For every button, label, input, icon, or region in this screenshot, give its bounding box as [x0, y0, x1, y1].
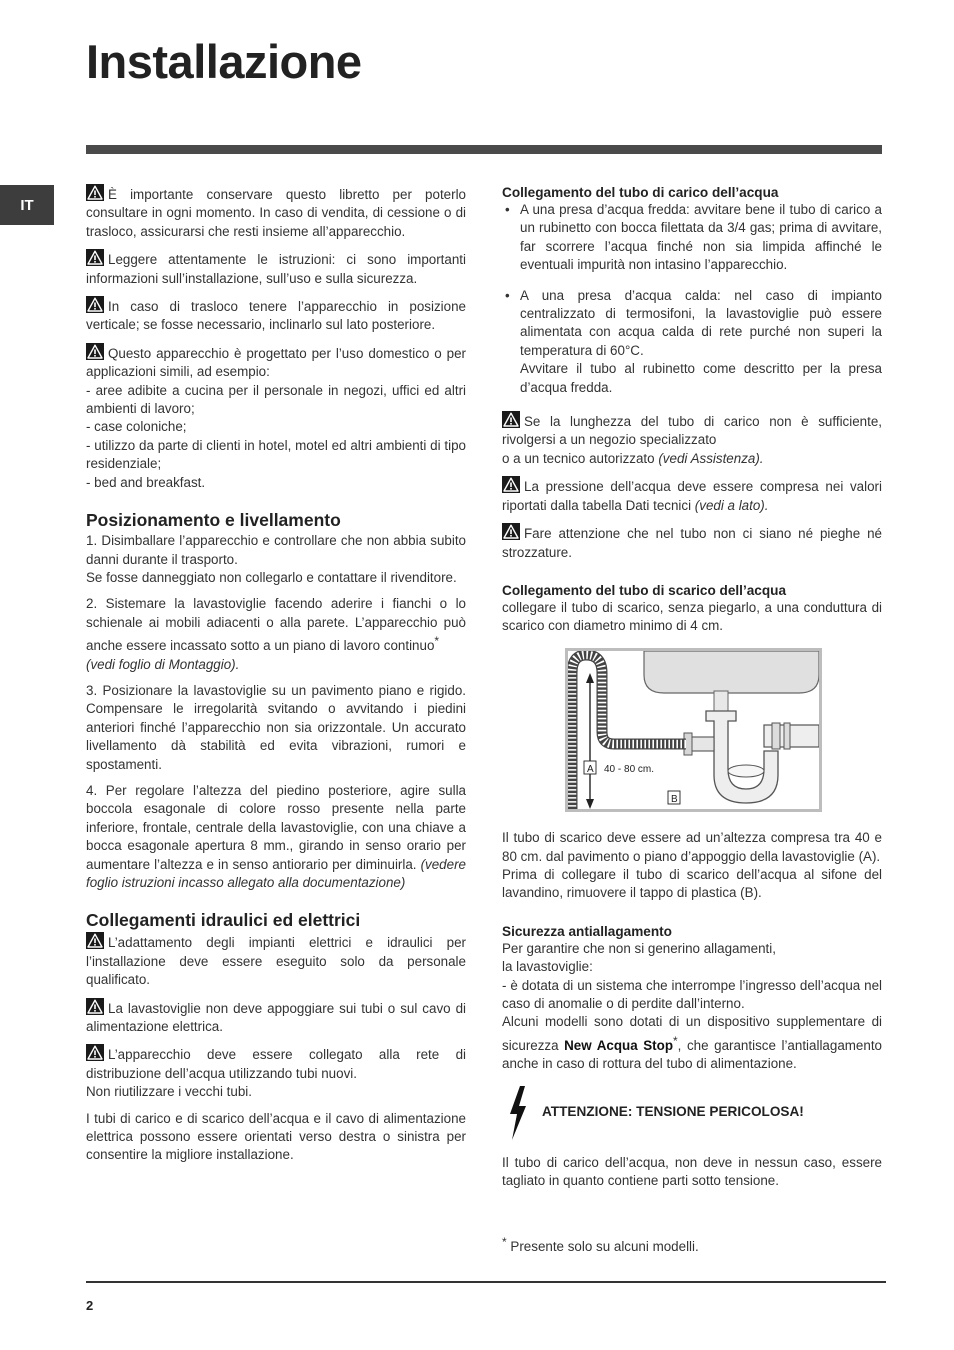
warning-icon — [502, 411, 520, 428]
footer-rule — [86, 1281, 886, 1283]
warning-paragraph: Leggere attentamente le istruzioni: ci sono importanti informazioni sull’installazione, sull’uso e sulla sicurezza. — [86, 249, 466, 288]
warning-icon — [86, 296, 104, 313]
list-item: - aree adibite a cucina per il personale in negozi, uffici ed altri ambienti di lavoro; — [86, 382, 466, 417]
warning-paragraph: In caso di trasloco tenere l’apparecchio in posizione verticale; se fosse necessario, inclinarlo sul lato posteriore. — [86, 296, 466, 335]
lightning-bolt-icon — [506, 1086, 530, 1140]
warning-icon — [502, 523, 520, 540]
warning-paragraph: La pressione dell’acqua deve essere compresa nei valori riportati dalla tabella Dati tecnici (vedi a lato). — [502, 476, 882, 515]
bullet-item: • A una presa d’acqua calda: nel caso di impianto centralizzato di termosifoni, la lavastoviglie può essere alimentata con acqua calda di rete purché non superi la temperatura di 60°C. — [505, 287, 882, 358]
subsection-heading: Collegamento del tubo di scarico dell’acqua — [502, 582, 787, 598]
paragraph: 1. Disimballare l’apparecchio e controllare che non abbia subito danni durante il trasporto. — [86, 533, 466, 567]
left-column — [86, 184, 466, 1165]
paragraph: Avvitare il tubo al rubinetto come descritto per la presa d’acqua fredda. — [520, 361, 882, 395]
danger-title: ATTENZIONE: TENSIONE PERICOLOSA! — [542, 1104, 804, 1120]
paragraph: 4. Per regolare l’altezza del piedino posteriore, agire sulla boccola esagonale di colore rosso presente nella parte inferiore, frontale, centrale della lavastoviglie, con una chiave a bocca esagonale apertura 8 mm., girando in senso orario per aumentare l’altezza e in senso antiorario per diminuirla. (vedere foglio istruzioni incasso allegato alla documentazione) — [86, 782, 466, 890]
sink-bowl — [644, 651, 819, 693]
warning-paragraph: È importante conservare questo libretto per poterlo consultare in ogni momento. In caso di vendita, di cessione o di trasloco, assicurarsi che resti insieme all’apparecchio. — [86, 184, 466, 241]
list-item: - bed and breakfast. — [86, 474, 206, 490]
footnote-marker: * — [673, 1033, 678, 1048]
warning-icon — [86, 932, 104, 949]
height-range-label: 40 - 80 cm. — [604, 763, 655, 775]
paragraph: Alcuni modelli sono dotati di un dispositivo supplementare di sicurezza New Acqua Stop*, che garantisce l’antiallagamento anche in caso di rottura del tubo di alimentazione. — [502, 1014, 882, 1072]
page-title: Installazione — [86, 35, 362, 88]
footnote: * Presente solo su alcuni modelli. — [502, 1235, 699, 1254]
language-tab: IT — [0, 185, 54, 225]
warning-paragraph: La lavastoviglie non deve appoggiare sui tubi o sul cavo di alimentazione elettrica. — [86, 998, 466, 1037]
paragraph: Se fosse danneggiato non collegarlo e contattare il rivenditore. — [86, 569, 457, 585]
warning-paragraph: Se la lunghezza del tubo di carico non è sufficiente, rivolgersi a un negozio specializzato o a un tecnico autorizzato (vedi Assistenza). — [502, 411, 882, 468]
warning-paragraph: L’adattamento degli impianti elettrici e idraulici per l’installazione deve essere eseguito solo da personale qualificato. — [86, 932, 466, 989]
paragraph: I tubi di carico e di scarico dell’acqua e il cavo di alimentazione elettrica possono essere orientati verso destra o sinistra per consentire la migliore installazione. — [86, 1110, 466, 1163]
paragraph: la lavastoviglie: — [502, 959, 593, 975]
bullet-item: • A una presa d’acqua fredda: avvitare bene il tubo di carico a un rubinetto con bocca filettata da 3/4 gas; prima di avvitare, far scorrere l’acqua finché non sia limpida affinché le eventuali impurità non intasino l’apparecchio. — [505, 202, 882, 273]
warning-icon — [86, 998, 104, 1015]
warning-icon — [86, 343, 104, 360]
warning-icon — [502, 476, 520, 493]
sink-drain — [714, 691, 728, 711]
paragraph: Il tubo di carico dell’acqua, non deve in nessun caso, essere tagliato in quanto contiene parti sotto tensione. — [502, 1154, 882, 1188]
warning-paragraph: L’apparecchio deve essere collegato alla rete di distribuzione dell’acqua utilizzando tubi nuovi. Non riutilizzare i vecchi tubi. — [86, 1044, 466, 1101]
paragraph: Il tubo di scarico deve essere ad un’altezza compresa tra 40 e 80 cm. dal pavimento o piano d’appoggio della lavastoviglie (A). — [502, 830, 882, 864]
list-item: - utilizzo da parte di clienti in hotel, motel ed altri ambienti di tipo residenziale; — [86, 437, 466, 472]
label-b: B — [671, 793, 678, 805]
drain-hose-diagram — [565, 648, 822, 812]
bullet-dot: • — [505, 202, 510, 217]
list-item: - case coloniche; — [86, 419, 187, 435]
page-number: 2 — [86, 1298, 94, 1313]
paragraph: 3. Posizionare la lavastoviglie su un pavimento piano e rigido. Compensare le irregolarità svitando o avvitando i piedini anteriori finché l’apparecchio non sia orizzontale. Un accurato livellamento dà stabilità ed evita vibrazioni, rumori e spostamenti. — [86, 682, 466, 772]
danger-notice — [506, 1086, 882, 1140]
warning-paragraph: Questo apparecchio è progettato per l’uso domestico o per applicazioni simili, ad esempio: — [86, 343, 466, 382]
subsection-heading: Collegamento del tubo di carico dell’acqua — [502, 185, 779, 200]
label-a: A — [587, 763, 594, 775]
warning-icon — [86, 184, 104, 201]
warning-icon — [86, 249, 104, 266]
paragraph: Per garantire che non si generino allagamenti, — [502, 940, 776, 956]
brand-name: New Acqua Stop — [564, 1037, 673, 1053]
paragraph: collegare il tubo di scarico, senza piegarlo, a una conduttura di scarico con diametro minimo di 4 cm. — [502, 599, 882, 634]
section-heading: Posizionamento e livellamento — [86, 510, 341, 531]
title-rule — [86, 145, 882, 154]
section-heading: Collegamenti idraulici ed elettrici — [86, 910, 361, 931]
right-column — [502, 184, 882, 1190]
footnote-marker: * — [502, 1235, 507, 1249]
warning-paragraph: Fare attenzione che nel tubo non ci siano né pieghe né strozzature. — [502, 523, 882, 562]
paragraph: Prima di collegare il tubo di scarico dell’acqua al sifone del lavandino, rimuovere il tappo di plastica (B). — [502, 866, 882, 901]
footnote-marker: * — [434, 634, 440, 649]
paragraph: - è dotata di un sistema che interrompe l’ingresso dell’acqua nel caso di anomalie o di perdite dall’interno. — [502, 977, 882, 1011]
bullet-dot: • — [505, 287, 510, 303]
subsection-heading: Sicurezza antiallagamento — [502, 923, 672, 939]
paragraph: 2. Sistemare la lavastoviglie facendo aderire i fianchi o lo schienale ai mobili adiacenti o alla parete. L’apparecchio può anche essere incassato sotto a un piano di lavoro continuo* (vedi foglio di Montaggio). — [86, 596, 466, 672]
warning-icon — [86, 1044, 104, 1061]
